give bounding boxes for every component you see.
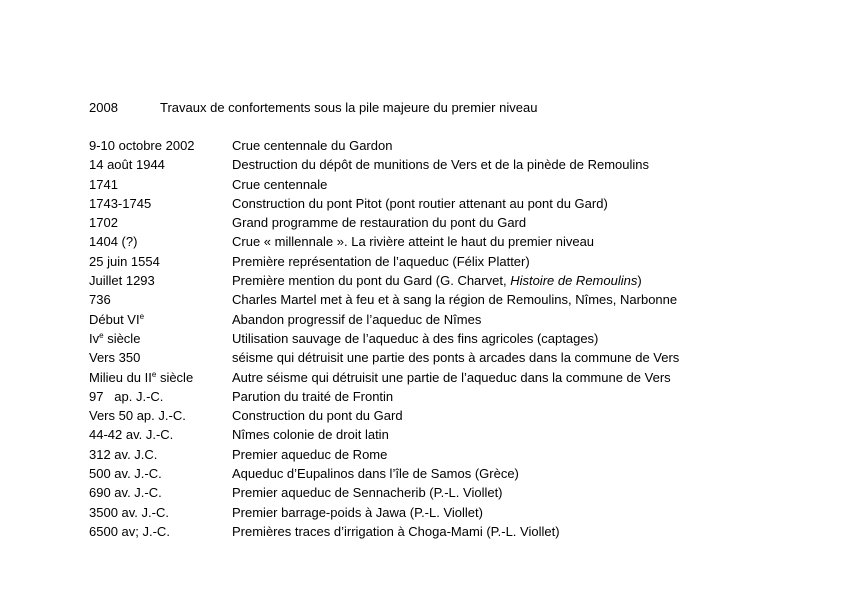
event-text: ) — [637, 273, 642, 289]
timeline-date: 1743-1745 — [89, 195, 152, 211]
timeline-event: Crue centennale du Gardon — [232, 138, 393, 153]
timeline-date: Vers 350 — [89, 350, 141, 366]
timeline-row — [89, 252, 789, 271]
timeline-event — [232, 271, 642, 290]
timeline-row — [89, 194, 789, 213]
timeline-event: Parution du traité de Frontin — [232, 388, 394, 404]
timeline-date: 44-42 av. J.-C. — [89, 427, 174, 443]
book-title: Histoire de Remoulins — [510, 273, 638, 289]
timeline-event: Charles Martel met à feu et à sang la région de Remoulins, Nîmes, Narbonne — [232, 292, 678, 308]
timeline-row — [89, 445, 789, 464]
date-text: Début VI — [89, 311, 140, 327]
timeline-row — [89, 464, 789, 483]
timeline-date: 1404 (?) — [89, 234, 138, 250]
timeline-event: Destruction du dépôt de munitions de Vers et de la pinède de Remoulins — [232, 157, 649, 173]
timeline-date: 14 août 1944 — [89, 157, 165, 173]
timeline-event: Autre séisme qui détruisit une partie de l’aqueduc dans la commune de Vers — [232, 369, 671, 385]
date-superscript: e — [151, 369, 157, 379]
timeline-event: Crue « millennale ». La rivière atteint le haut du premier niveau — [232, 234, 595, 250]
timeline-row — [89, 232, 789, 251]
timeline-date: 9-10 octobre 2002 — [89, 138, 195, 153]
timeline-date: 1741 — [89, 176, 118, 192]
timeline-date: 6500 av; J.-C. — [89, 523, 170, 539]
timeline-date: Vers 50 ap. J.-C. — [89, 408, 186, 424]
timeline-date: 736 — [89, 292, 111, 308]
date-superscript: e — [139, 311, 145, 321]
timeline-date — [89, 310, 144, 329]
timeline-row — [89, 368, 789, 387]
timeline-event: Abandon progressif de l’aqueduc de Nîmes — [232, 311, 482, 327]
timeline-event: Premier barrage-poids à Jawa (P.-L. Viollet) — [232, 504, 483, 520]
timeline-date: 500 av. J.-C. — [89, 466, 162, 482]
date-text: siècle — [103, 330, 141, 346]
timeline-row — [89, 155, 789, 174]
timeline-event: Construction du pont Pitot (pont routier attenant au pont du Gard) — [232, 195, 608, 211]
timeline-event: Crue centennale — [232, 176, 328, 192]
timeline-row — [89, 136, 789, 155]
date-text: siècle — [156, 369, 194, 385]
date-text: Milieu du II — [89, 369, 152, 385]
timeline-date: 97 ap. J.-C. — [89, 388, 164, 404]
timeline-row — [89, 290, 789, 309]
event-text: Première mention du pont du Gard (G. Charvet, — [232, 273, 511, 289]
timeline-date: 312 av. J.C. — [89, 446, 158, 462]
timeline-row — [89, 406, 789, 425]
timeline-date: 690 av. J.-C. — [89, 485, 162, 501]
timeline-event: Première représentation de l’aqueduc (Félix Platter) — [232, 253, 530, 269]
timeline-event: Grand programme de restauration du pont du Gard — [232, 215, 527, 231]
timeline-row — [89, 387, 789, 406]
timeline-row — [89, 503, 789, 522]
timeline-event: Utilisation sauvage de l’aqueduc à des fins agricoles (captages) — [232, 330, 599, 346]
date-text: Iv — [89, 330, 100, 346]
timeline-event: Construction du pont du Gard — [232, 408, 403, 424]
timeline-row — [89, 213, 789, 232]
timeline-date: Juillet 1293 — [89, 273, 155, 289]
timeline-row — [89, 348, 789, 367]
header-date: 2008 — [89, 100, 118, 115]
timeline-date — [89, 329, 140, 348]
timeline-row — [89, 522, 789, 541]
timeline-event: Nîmes colonie de droit latin — [232, 427, 389, 443]
timeline-row — [89, 483, 789, 502]
timeline-event: séisme qui détruisit une partie des ponts à arcades dans la commune de Vers — [232, 350, 680, 366]
timeline-date: 3500 av. J.-C. — [89, 504, 169, 520]
timeline-date — [89, 368, 193, 387]
timeline-event: Aqueduc d’Eupalinos dans l’île de Samos (Grèce) — [232, 466, 519, 482]
timeline-event: Premier aqueduc de Rome — [232, 446, 388, 462]
timeline-date: 1702 — [89, 215, 118, 231]
timeline-row — [89, 425, 789, 444]
timeline-list — [89, 136, 789, 541]
timeline-event: Premier aqueduc de Sennacherib (P.-L. Viollet) — [232, 485, 503, 501]
timeline-row — [89, 175, 789, 194]
header-event: Travaux de confortements sous la pile majeure du premier niveau — [160, 100, 538, 115]
timeline-row — [89, 310, 789, 329]
timeline-date: 25 juin 1554 — [89, 253, 160, 269]
timeline-event: Premières traces d’irrigation à Choga-Mami (P.-L. Viollet) — [232, 523, 560, 539]
date-superscript: e — [99, 330, 104, 340]
timeline-row — [89, 329, 789, 348]
timeline-row — [89, 271, 789, 290]
